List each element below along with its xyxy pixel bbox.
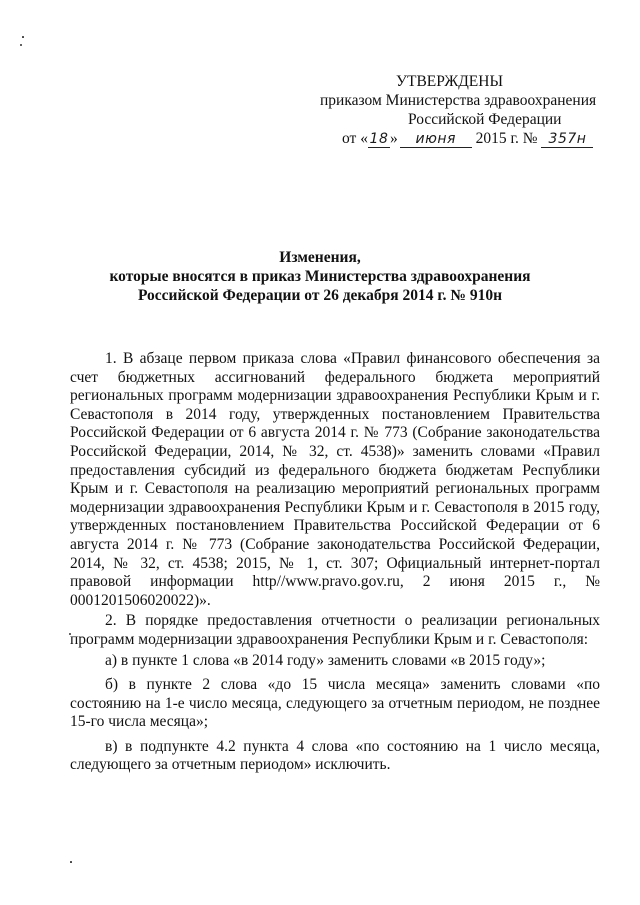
scan-speck (70, 861, 72, 863)
year-and-number-label: 2015 г. № (475, 130, 538, 147)
document-title (60, 248, 580, 305)
approval-date-line (300, 129, 600, 148)
scan-speck (20, 44, 22, 46)
title-line-2: которые вносятся в приказ Министерства здравоохранения (109, 268, 531, 285)
date-close-quote: » (389, 130, 398, 147)
approval-heading: УТВЕРЖДЕНЫ (396, 73, 503, 90)
title-line-3: Российской Федерации от 26 декабря 2014 г. № 910н (137, 287, 503, 304)
paragraph-2: 2. В порядке предоставления отчетности о реализации региональных программ модернизации здравоохранения Республики Крым и г. Севастополя: (70, 612, 600, 648)
handwritten-month: июня (400, 131, 472, 148)
document-body (70, 350, 600, 775)
paragraph-2b: б) в пункте 2 слова «до 15 числа месяца» заменить словами «по состоянию на 1-е число месяца, следующего за отчетным периодом, не позднее 15-го числа месяца»; (70, 676, 600, 731)
approval-order-line: приказом Министерства здравоохранения (320, 92, 597, 109)
paragraph-1: 1. В абзаце первом приказа слова «Правил финансового обеспечения за счет бюджетных ассигнований федерального бюджета мероприятий региональных программ модернизации здравоохранения Республики Крым и г. Севастополя в 2014 году, утвержденных постановлением Правительства Российской Федерации от 6 августа 2014 г. № 773 (Собрание законодательства Российской Федерации, 2014, № 32, ст. 4538)» заменить словами «Правил предоставления субсидий из федерального бюджета бюджетам Республики Крым и г. Севастополя на реализацию мероприятий региональных программ модернизации здравоохранения Республики Крым и г. Севастополя в 2015 году, утвержденных постановлением Правительства Российской Федерации от 6 августа 2014 г. № 773 (Собрание законодательства Российской Федерации, 2014, № 32, ст. 4538; 2015, № 1, ст. 307; Официальный интернет-портал правовой информации http//www.pravo.gov.ru, 2 июня 2015 г., № 0001201506020022)». (70, 350, 600, 609)
scan-speck (22, 36, 24, 38)
handwritten-day: 18 (369, 131, 389, 147)
date-prefix: от « (342, 130, 368, 147)
title-line-1: Изменения, (279, 249, 361, 266)
approval-stamp (300, 72, 600, 148)
handwritten-order-number: 357н (541, 131, 593, 148)
approval-ministry-line: Российской Федерации (408, 111, 562, 128)
paragraph-2c: в) в подпункте 4.2 пункта 4 слова «по состоянию на 1 число месяца, следующего за отчетным периодом» исключить. (70, 737, 600, 774)
paragraph-2a: а) в пункте 1 слова «в 2014 году» заменить словами «в 2015 году»; (105, 651, 546, 669)
